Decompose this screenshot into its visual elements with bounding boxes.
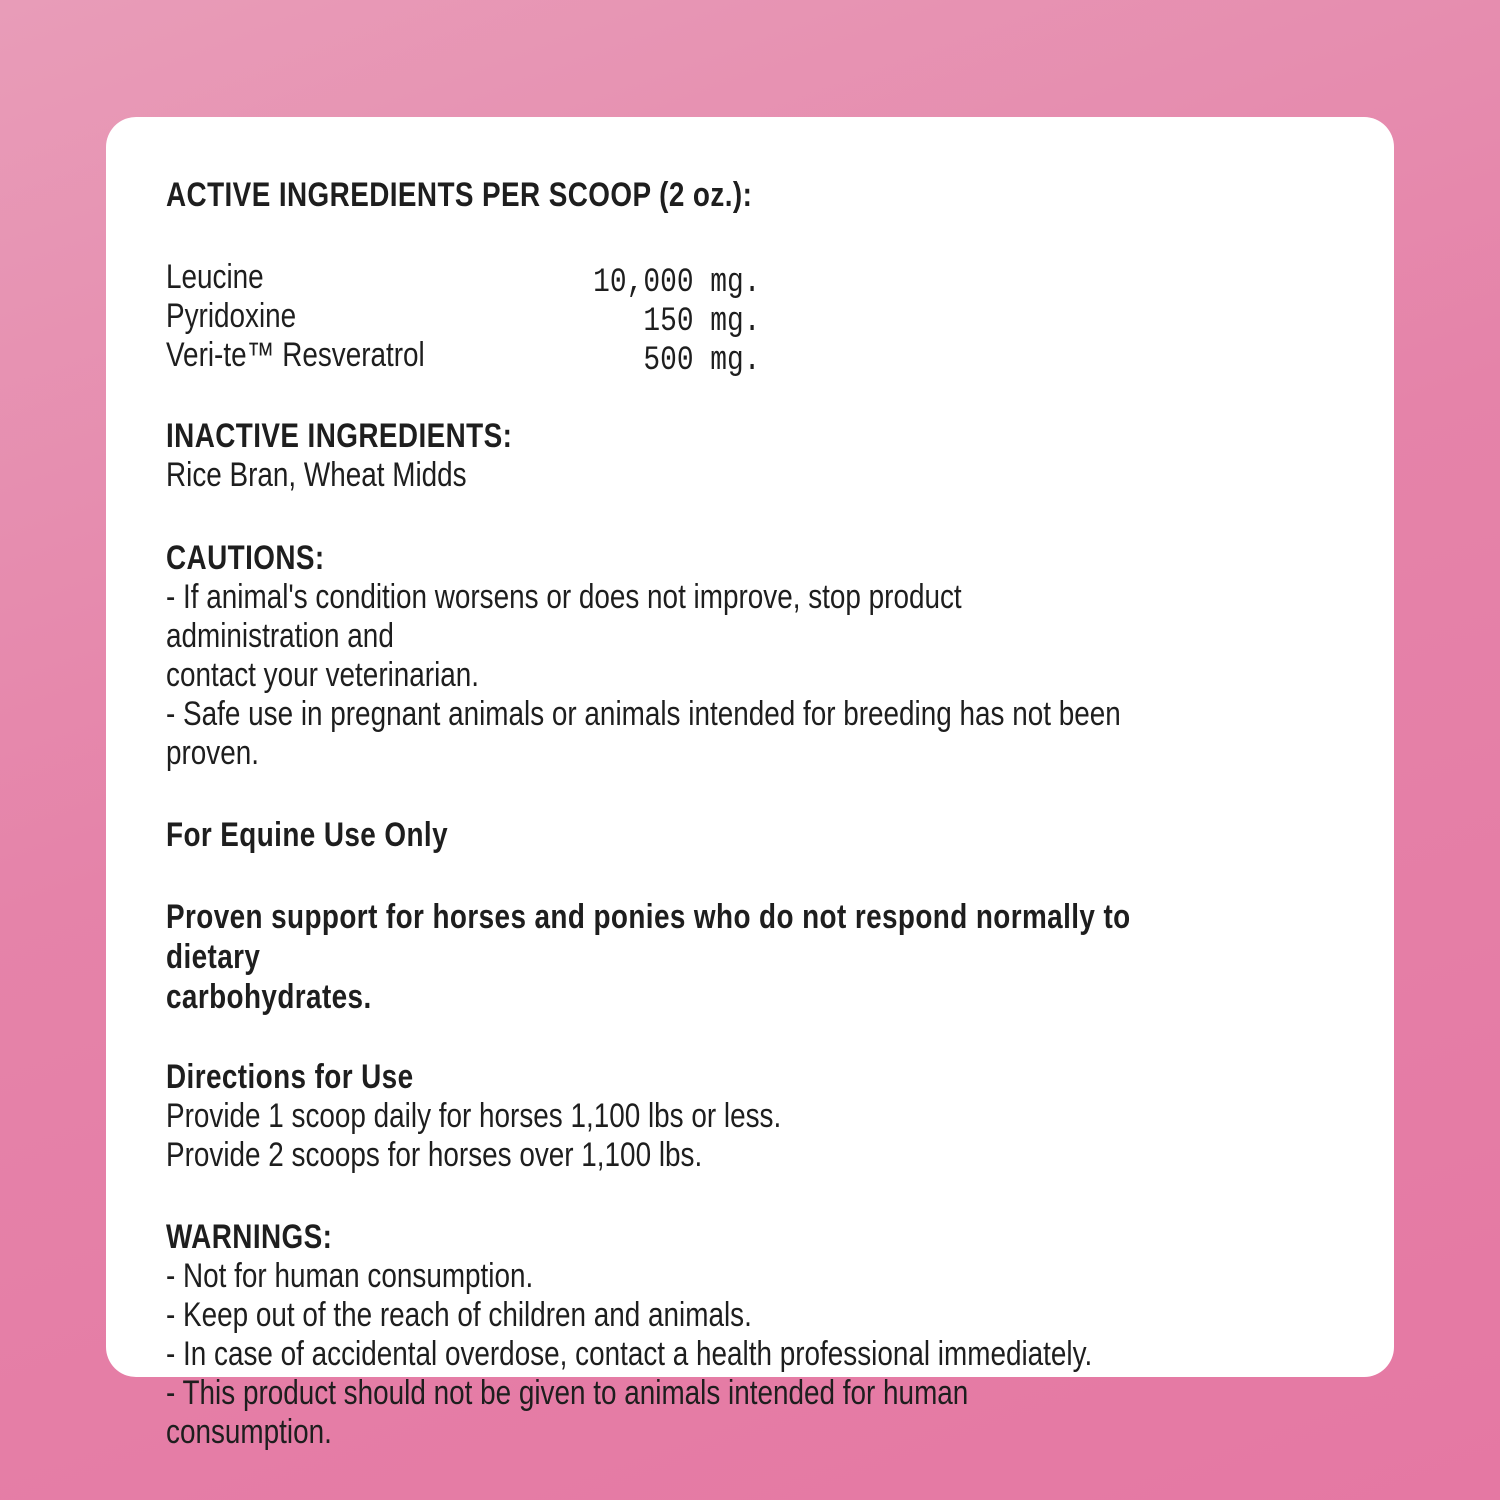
ingredient-name: Leucine <box>166 258 264 296</box>
ingredient-row <box>166 297 761 336</box>
caution-line: contact your veterinarian. <box>166 656 480 694</box>
inactive-ingredients-heading: INACTIVE INGREDIENTS: <box>166 417 513 455</box>
proven-support-line: carbohydrates. <box>166 978 372 1016</box>
info-card <box>106 117 1394 1451</box>
active-ingredients-heading: ACTIVE INGREDIENTS PER SCOOP (2 oz.): <box>166 176 753 214</box>
directions-heading: Directions for Use <box>166 1058 414 1096</box>
ingredient-row <box>166 258 761 297</box>
ingredient-amount: 150 mg. <box>643 303 761 341</box>
active-ingredients-table <box>166 258 761 380</box>
caution-line: - Safe use in pregnant animals or animals intended for breeding has not been proven. <box>166 695 1121 772</box>
directions-line: Provide 2 scoops for horses over 1,100 lbs. <box>166 1136 703 1174</box>
warning-line: - Keep out of the reach of children and animals. <box>166 1296 752 1334</box>
warning-line: - Not for human consumption. <box>166 1257 534 1295</box>
ingredient-row <box>166 336 761 375</box>
warning-line: - In case of accidental overdose, contact a health professional immediately. <box>166 1335 1093 1373</box>
ingredient-amount: 10,000 mg. <box>593 264 761 302</box>
inactive-ingredients-text: Rice Bran, Wheat Midds <box>166 456 467 494</box>
directions-line: Provide 1 scoop daily for horses 1,100 lbs or less. <box>166 1097 782 1135</box>
warning-line: - This product should not be given to animals intended for human consumption. <box>166 1374 969 1451</box>
caution-line: - If animal's condition worsens or does not improve, stop product administration and <box>166 578 962 655</box>
cautions-heading: CAUTIONS: <box>166 539 325 577</box>
label-content <box>166 175 1134 1452</box>
warnings-heading: WARNINGS: <box>166 1218 333 1256</box>
equine-use-note: For Equine Use Only <box>166 816 448 854</box>
ingredient-name: Veri-te™ Resveratrol <box>166 336 425 374</box>
ingredient-amount: 500 mg. <box>643 342 761 380</box>
ingredient-name: Pyridoxine <box>166 297 297 335</box>
proven-support-line: Proven support for horses and ponies who do not respond normally to dietary <box>166 898 1131 976</box>
